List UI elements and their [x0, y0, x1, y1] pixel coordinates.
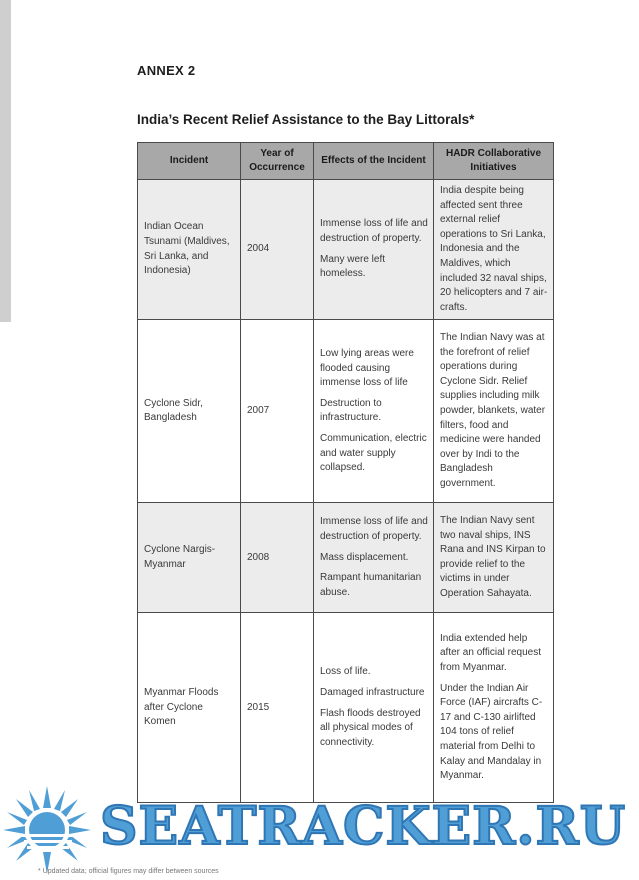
- effect-item: Flash floods destroyed all physical modes of connectivity.: [320, 707, 421, 748]
- header-hadr: HADR Collaborative Initiatives: [434, 143, 554, 180]
- effect-item: Damaged infrastructure: [320, 686, 425, 698]
- incident-cell: Indian Ocean Tsunami (Maldives, Sri Lanka, and Indonesia): [138, 180, 241, 320]
- footnote-text: * Updated data; official figures may differ between sources: [38, 868, 219, 875]
- table-header-row: [138, 143, 554, 180]
- page-edge-bar: [0, 0, 11, 322]
- year-cell: 2015: [241, 613, 314, 803]
- sun-burst-logo-icon: [0, 782, 100, 880]
- hadr-item: The Indian Navy sent two naval ships, INS Rana and INS Kirpan to provide relief to the victims in under Operation Sahayata.: [440, 515, 546, 600]
- table-row: [138, 180, 554, 320]
- table-row: [138, 613, 554, 803]
- effects-cell: [314, 503, 434, 613]
- effect-item: Low lying areas were flooded causing immense loss of life: [320, 347, 414, 389]
- incident-cell: Cyclone Sidr, Bangladesh: [138, 320, 241, 503]
- effects-cell: [314, 320, 434, 503]
- effect-item: Mass displacement.: [320, 551, 409, 563]
- hadr-cell: [434, 320, 554, 503]
- hadr-cell: [434, 180, 554, 320]
- effect-item: Destruction to infrastructure.: [320, 397, 382, 424]
- effects-cell: [314, 180, 434, 320]
- relief-assistance-table: [137, 142, 554, 803]
- header-year: Year of Occurrence: [241, 143, 314, 180]
- annex-label: ANNEX 2: [137, 63, 196, 78]
- effect-item: Rampant humanitarian abuse.: [320, 572, 422, 598]
- incident-cell: Cyclone Nargis- Myanmar: [138, 503, 241, 613]
- year-cell: 2004: [241, 180, 314, 320]
- effects-cell: [314, 613, 434, 803]
- watermark-brand-text: SEATRACKER.RU: [100, 796, 627, 857]
- hadr-cell: [434, 613, 554, 803]
- table-row: [138, 503, 554, 613]
- effect-item: Communication, electric and water supply collapsed.: [320, 432, 427, 474]
- hadr-item: India despite being affected sent three external relief operations to Sri Lanka, Indonesia and the Maldives, which included 32 naval ships, 20 helicopters and 7 air-crafts.: [440, 185, 548, 313]
- effect-item: Many were left homeless.: [320, 253, 386, 280]
- effect-item: Immense loss of life and destruction of property.: [320, 218, 428, 245]
- header-incident: Incident: [138, 143, 241, 180]
- hadr-item: The Indian Navy was at the forefront of relief operations during Cyclone Sidr. Relief supplies including milk powder, blankets, water filters, food and medicine were handed over by Indi to the Bangladesh government.: [440, 332, 546, 490]
- effect-item: Loss of life.: [320, 666, 371, 678]
- hadr-cell: [434, 503, 554, 613]
- year-cell: 2007: [241, 320, 314, 503]
- header-effects: Effects of the Incident: [314, 143, 434, 180]
- hadr-item: India extended help after an official request from Myanmar.: [440, 632, 541, 674]
- incident-cell: Myanmar Floods after Cyclone Komen: [138, 613, 241, 803]
- year-cell: 2008: [241, 503, 314, 613]
- table-row: [138, 320, 554, 503]
- effect-item: Immense loss of life and destruction of property.: [320, 516, 428, 542]
- hadr-item: Under the Indian Air Force (IAF) aircrafts C-17 and C-130 airlifted 104 tons of relief material from Delhi to Kalay and Mandalay in Myanmar.: [440, 682, 543, 782]
- document-title: India’s Recent Relief Assistance to the Bay Littorals*: [137, 112, 475, 127]
